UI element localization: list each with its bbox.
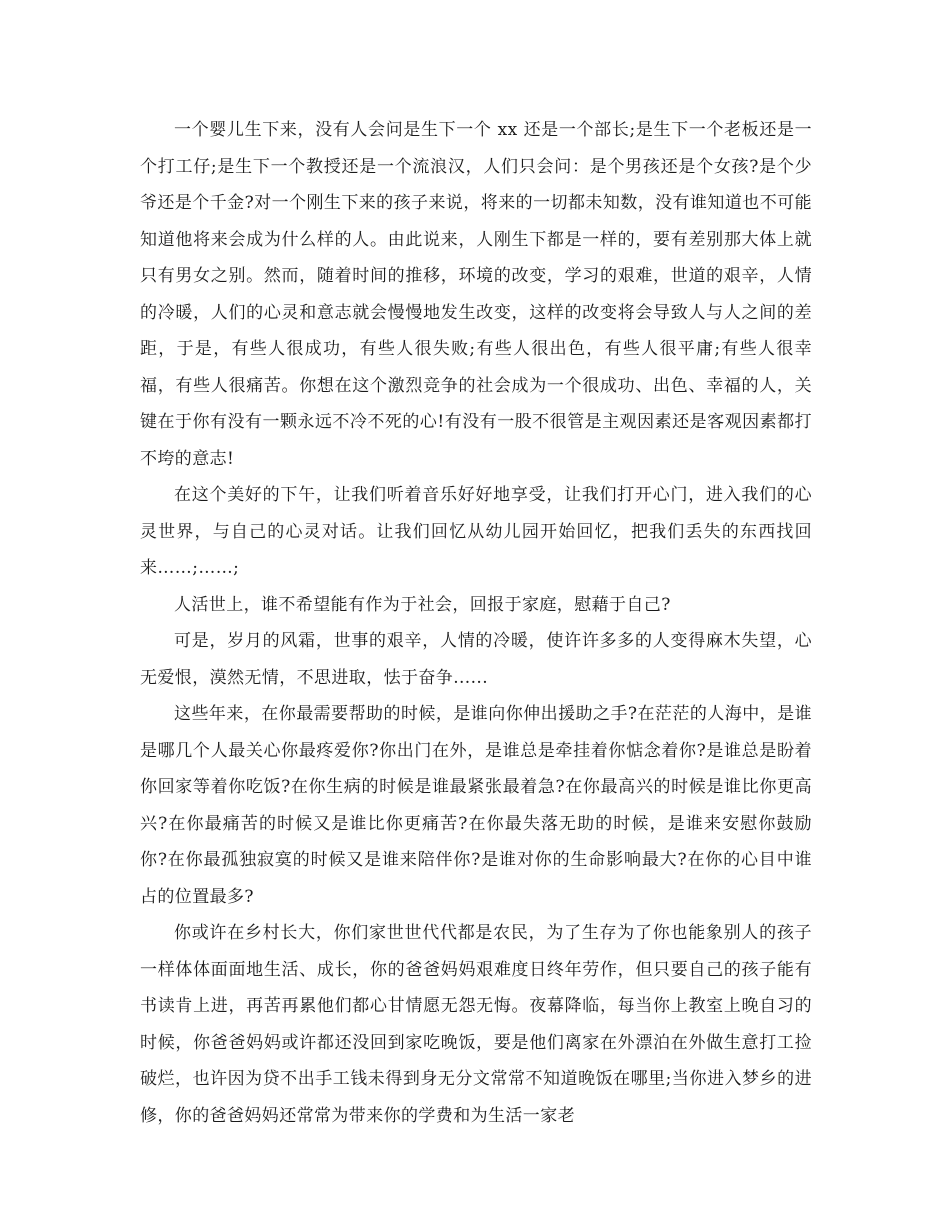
paragraph-3: 人活世上，谁不希望能有作为于社会，回报于家庭，慰藉于自己? [174, 594, 671, 615]
paragraph-4: 可是，岁月的风霜，世事的艰辛，人情的冷暖，使许许多多的人变得麻木失望，心无爱恨，漠然无情，不思进取，怯于奋争...... [140, 631, 812, 688]
paragraph-5: 这些年来，在你最需要帮助的时候，是谁向你伸出援助之手?在茫茫的人海中，是谁是哪几个人最关心你最疼爱你?你出门在外，是谁总是牵挂着你惦念着你?是谁总是盼着你回家等着你吃饭?在你生病的时候是谁最紧张最着急?在你最高兴的时候是谁比你更高兴?在你最痛苦的时候又是谁比你更痛苦?在你最失落无助的时候，是谁来安慰你鼓励你?在你最孤独寂寞的时候又是谁来陪伴你?是谁对你的生命影响最大?在你的心目中谁占的位置最多? [140, 704, 812, 907]
paragraph-1: 一个婴儿生下来，没有人会问是生下一个 xx 还是一个部长;是生下一个老板还是一个打工仔;是生下一个教授还是一个流浪汉，人们只会问：是个男孩还是个女孩?是个少爷还是个千金?对一个刚生下来的孩子来说，将来的一切都未知数，没有谁知道也不可能知道他将来会成为什么样的人。由此说来，人刚生下都是一样的，要有差别那大体上就只有男女之别。然而，随着时间的推移，环境的改变，学习的艰难，世道的艰辛，人情的冷暖，人们的心灵和意志就会慢慢地发生改变，这样的改变将会导致人与人之间的差距，于是，有些人很成功，有些人很失败;有些人很出色，有些人很平庸;有些人很幸福，有些人很痛苦。你想在这个激烈竞争的社会成为一个很成功、出色、幸福的人，关键在于你有没有一颗永远不冷不死的心!有没有一股不很管是主观因素还是客观因素都打不垮的意志! [140, 120, 812, 469]
paragraph-6: 你或许在乡村长大，你们家世世代代都是农民，为了生存为了你也能象别人的孩子一样体体面面地生活、成长，你的爸爸妈妈艰难度日终年劳作，但只要自己的孩子能有书读肯上进，再苦再累他们都心甘情愿无怨无悔。夜幕降临，每当你上教室上晚自习的时候，你爸爸妈妈或许都还没回到家吃晚饭，要是他们离家在外漂泊在外做生意打工捡破烂，也许因为贷不出手工钱未得到身无分文常常不知道晚饭在哪里;当你进入梦乡的进修，你的爸爸妈妈还常常为带来你的学费和为生活一家老 [140, 923, 812, 1126]
paragraph-2: 在这个美好的下午，让我们听着音乐好好地享受，让我们打开心门，进入我们的心灵世界，与自己的心灵对话。让我们回忆从幼儿园开始回忆，把我们丢失的东西找回来……;……; [140, 485, 812, 578]
document-body [140, 112, 812, 1134]
